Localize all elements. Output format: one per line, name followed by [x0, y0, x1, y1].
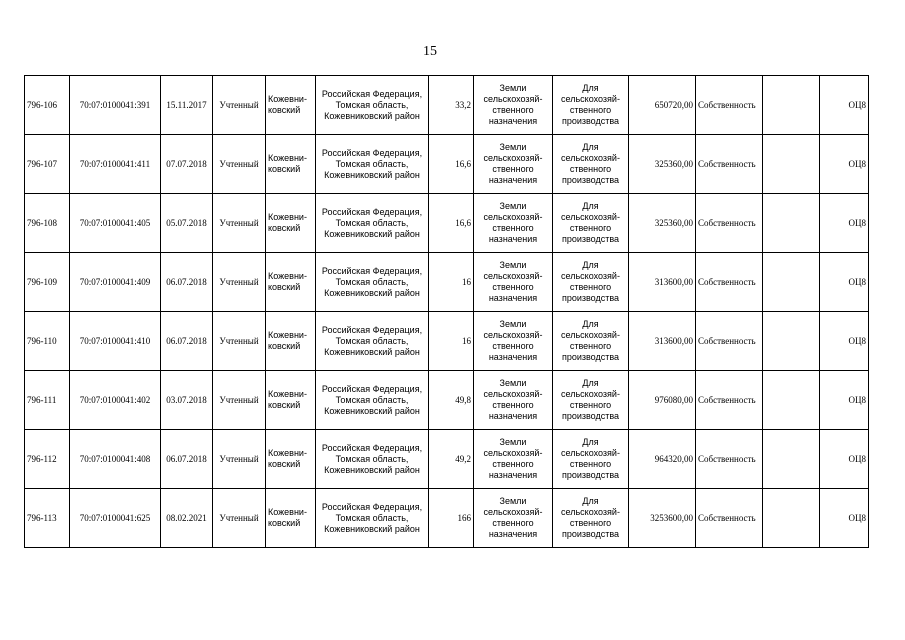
- cadastral-number-cell: 70:07:0100041:402: [70, 371, 161, 430]
- registration-date-cell: 03.07.2018: [161, 371, 213, 430]
- area-cell: 16: [429, 253, 474, 312]
- cadastral-value-cell: 325360,00: [629, 135, 696, 194]
- code-cell: ОЦ8: [820, 371, 869, 430]
- area-cell: 49,2: [429, 430, 474, 489]
- registration-date-cell: 08.02.2021: [161, 489, 213, 548]
- code-cell: ОЦ8: [820, 76, 869, 135]
- status-cell: Учтенный: [213, 312, 266, 371]
- encumbrance-cell: [763, 371, 820, 430]
- land-category-cell: Земли сельскохозяй-ственного назначения: [474, 76, 553, 135]
- code-cell: ОЦ8: [820, 489, 869, 548]
- registration-date-cell: 06.07.2018: [161, 312, 213, 371]
- table-row: [25, 371, 869, 430]
- right-type-cell: Собственность: [696, 371, 763, 430]
- land-registry-table: [24, 75, 869, 548]
- cadastral-number-cell: 70:07:0100041:391: [70, 76, 161, 135]
- address-cell: Российская Федерация, Томская область, Кожевниковский район: [316, 312, 429, 371]
- area-cell: 16: [429, 312, 474, 371]
- permitted-use-cell: Для сельскохозяй-ственного производства: [553, 135, 629, 194]
- address-cell: Российская Федерация, Томская область, Кожевниковский район: [316, 430, 429, 489]
- right-type-cell: Собственность: [696, 135, 763, 194]
- district-cell: Кожевни-ковский: [266, 194, 316, 253]
- right-type-cell: Собственность: [696, 194, 763, 253]
- table-row: [25, 489, 869, 548]
- registration-date-cell: 07.07.2018: [161, 135, 213, 194]
- code-cell: ОЦ8: [820, 430, 869, 489]
- area-cell: 49,8: [429, 371, 474, 430]
- right-type-cell: Собственность: [696, 253, 763, 312]
- encumbrance-cell: [763, 430, 820, 489]
- right-type-cell: Собственность: [696, 489, 763, 548]
- registration-date-cell: 15.11.2017: [161, 76, 213, 135]
- address-cell: Российская Федерация, Томская область, Кожевниковский район: [316, 489, 429, 548]
- permitted-use-cell: Для сельскохозяй-ственного производства: [553, 371, 629, 430]
- right-type-cell: Собственность: [696, 430, 763, 489]
- code-cell: ОЦ8: [820, 253, 869, 312]
- encumbrance-cell: [763, 489, 820, 548]
- land-category-cell: Земли сельскохозяй-ственного назначения: [474, 135, 553, 194]
- registration-date-cell: 06.07.2018: [161, 430, 213, 489]
- address-cell: Российская Федерация, Томская область, Кожевниковский район: [316, 76, 429, 135]
- record-number-cell: 796-113: [25, 489, 70, 548]
- registration-date-cell: 05.07.2018: [161, 194, 213, 253]
- cadastral-value-cell: 650720,00: [629, 76, 696, 135]
- address-cell: Российская Федерация, Томская область, Кожевниковский район: [316, 371, 429, 430]
- cadastral-number-cell: 70:07:0100041:405: [70, 194, 161, 253]
- district-cell: Кожевни-ковский: [266, 430, 316, 489]
- table-row: [25, 76, 869, 135]
- permitted-use-cell: Для сельскохозяй-ственного производства: [553, 430, 629, 489]
- encumbrance-cell: [763, 135, 820, 194]
- cadastral-value-cell: 325360,00: [629, 194, 696, 253]
- land-category-cell: Земли сельскохозяй-ственного назначения: [474, 312, 553, 371]
- table-row: [25, 135, 869, 194]
- record-number-cell: 796-112: [25, 430, 70, 489]
- cadastral-number-cell: 70:07:0100041:625: [70, 489, 161, 548]
- cadastral-value-cell: 3253600,00: [629, 489, 696, 548]
- encumbrance-cell: [763, 312, 820, 371]
- status-cell: Учтенный: [213, 135, 266, 194]
- code-cell: ОЦ8: [820, 135, 869, 194]
- permitted-use-cell: Для сельскохозяй-ственного производства: [553, 76, 629, 135]
- land-category-cell: Земли сельскохозяй-ственного назначения: [474, 253, 553, 312]
- cadastral-number-cell: 70:07:0100041:408: [70, 430, 161, 489]
- area-cell: 33,2: [429, 76, 474, 135]
- record-number-cell: 796-110: [25, 312, 70, 371]
- encumbrance-cell: [763, 253, 820, 312]
- table-row: [25, 312, 869, 371]
- cadastral-number-cell: 70:07:0100041:409: [70, 253, 161, 312]
- district-cell: Кожевни-ковский: [266, 489, 316, 548]
- record-number-cell: 796-108: [25, 194, 70, 253]
- district-cell: Кожевни-ковский: [266, 76, 316, 135]
- right-type-cell: Собственность: [696, 312, 763, 371]
- right-type-cell: Собственность: [696, 76, 763, 135]
- district-cell: Кожевни-ковский: [266, 312, 316, 371]
- district-cell: Кожевни-ковский: [266, 135, 316, 194]
- land-category-cell: Земли сельскохозяй-ственного назначения: [474, 489, 553, 548]
- table-row: [25, 430, 869, 489]
- cadastral-value-cell: 313600,00: [629, 253, 696, 312]
- permitted-use-cell: Для сельскохозяй-ственного производства: [553, 194, 629, 253]
- area-cell: 16,6: [429, 194, 474, 253]
- cadastral-value-cell: 976080,00: [629, 371, 696, 430]
- area-cell: 166: [429, 489, 474, 548]
- status-cell: Учтенный: [213, 430, 266, 489]
- land-category-cell: Земли сельскохозяй-ственного назначения: [474, 194, 553, 253]
- record-number-cell: 796-109: [25, 253, 70, 312]
- status-cell: Учтенный: [213, 76, 266, 135]
- encumbrance-cell: [763, 76, 820, 135]
- registration-date-cell: 06.07.2018: [161, 253, 213, 312]
- code-cell: ОЦ8: [820, 194, 869, 253]
- record-number-cell: 796-111: [25, 371, 70, 430]
- cadastral-number-cell: 70:07:0100041:411: [70, 135, 161, 194]
- cadastral-value-cell: 964320,00: [629, 430, 696, 489]
- encumbrance-cell: [763, 194, 820, 253]
- status-cell: Учтенный: [213, 489, 266, 548]
- cadastral-number-cell: 70:07:0100041:410: [70, 312, 161, 371]
- record-number-cell: 796-107: [25, 135, 70, 194]
- page-number: 15: [423, 44, 437, 59]
- land-category-cell: Земли сельскохозяй-ственного назначения: [474, 371, 553, 430]
- code-cell: ОЦ8: [820, 312, 869, 371]
- area-cell: 16,6: [429, 135, 474, 194]
- status-cell: Учтенный: [213, 371, 266, 430]
- land-category-cell: Земли сельскохозяй-ственного назначения: [474, 430, 553, 489]
- table-row: [25, 194, 869, 253]
- cadastral-value-cell: 313600,00: [629, 312, 696, 371]
- permitted-use-cell: Для сельскохозяй-ственного производства: [553, 312, 629, 371]
- address-cell: Российская Федерация, Томская область, Кожевниковский район: [316, 135, 429, 194]
- status-cell: Учтенный: [213, 253, 266, 312]
- address-cell: Российская Федерация, Томская область, Кожевниковский район: [316, 253, 429, 312]
- permitted-use-cell: Для сельскохозяй-ственного производства: [553, 489, 629, 548]
- district-cell: Кожевни-ковский: [266, 371, 316, 430]
- address-cell: Российская Федерация, Томская область, Кожевниковский район: [316, 194, 429, 253]
- record-number-cell: 796-106: [25, 76, 70, 135]
- district-cell: Кожевни-ковский: [266, 253, 316, 312]
- status-cell: Учтенный: [213, 194, 266, 253]
- table-row: [25, 253, 869, 312]
- permitted-use-cell: Для сельскохозяй-ственного производства: [553, 253, 629, 312]
